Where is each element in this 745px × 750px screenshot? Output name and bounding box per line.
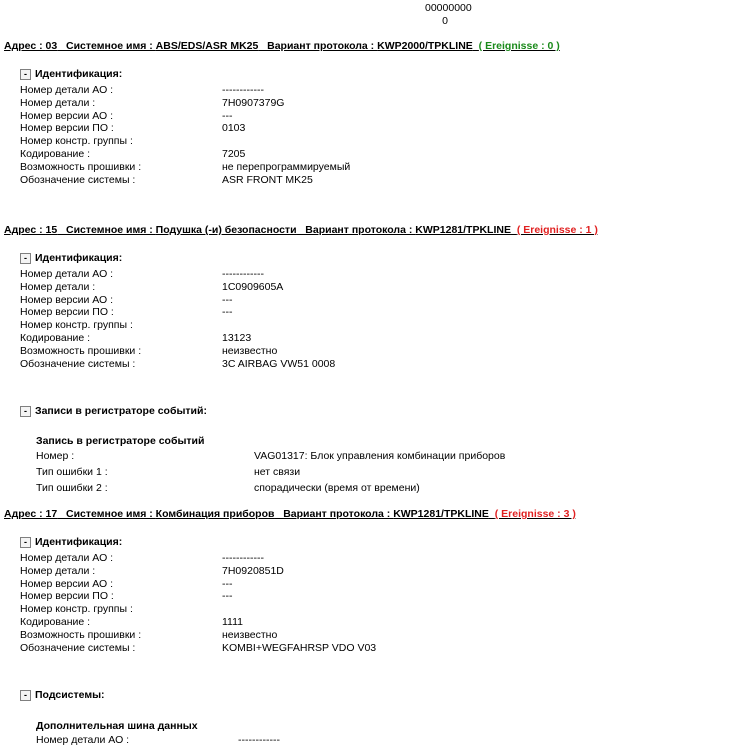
field-value: ---: [222, 109, 233, 122]
field-value: 7H0920851D: [222, 564, 284, 577]
field-value: ---: [222, 590, 233, 603]
collapse-toggle-icon[interactable]: -: [20, 406, 31, 417]
field-label: Номер версии АО :: [20, 293, 114, 306]
events-count: ( Ereignisse : 0 ): [478, 40, 560, 52]
subsystem-row-label: Номер детали АО :: [36, 734, 130, 746]
field-label: Кодирование :: [20, 332, 91, 344]
system-name-value: Комбинация приборов: [155, 508, 275, 520]
field-value: 13123: [222, 332, 252, 344]
field-label: Номер детали АО :: [20, 84, 114, 96]
section-title: Записи в регистраторе событий:: [35, 405, 207, 417]
field-value: ---: [222, 293, 233, 306]
address-value: 03: [45, 40, 58, 52]
collapse-toggle-icon[interactable]: -: [20, 690, 31, 701]
event-row-label: Тип ошибки 1 :: [36, 466, 108, 478]
event-recorder-section[interactable]: [20, 405, 207, 417]
system-name-value: Подушка (-и) безопасности: [155, 224, 297, 236]
field-label: Кодирование :: [20, 616, 91, 628]
event-record-title: Запись в регистраторе событий: [36, 435, 205, 447]
section-title: Подсистемы:: [35, 689, 105, 701]
system-name-label: Системное имя :: [57, 508, 156, 520]
field-label: Номер констр. группы :: [20, 135, 133, 148]
field-label: Обозначение системы :: [20, 173, 136, 186]
event-row-value: VAG01317: Блок управления комбинации приборов: [254, 450, 506, 462]
field-label: Номер констр. группы :: [20, 603, 133, 616]
field-label: Возможность прошивки :: [20, 344, 142, 357]
address-label: Адрес :: [4, 224, 46, 236]
event-row-value: нет связи: [254, 466, 301, 478]
field-label: Номер версии АО :: [20, 109, 114, 122]
module-header-17[interactable]: [4, 508, 576, 520]
system-name-label: Системное имя :: [57, 224, 156, 236]
field-label: Возможность прошивки :: [20, 160, 142, 173]
events-count: ( Ereignisse : 3 ): [494, 508, 576, 520]
field-value: 1111: [222, 616, 244, 628]
field-label: Номер детали :: [20, 96, 96, 109]
events-count: ( Ereignisse : 1 ): [516, 224, 598, 236]
field-label: Номер версии ПО :: [20, 306, 114, 319]
section-title: Идентификация:: [35, 252, 123, 264]
field-label: Номер версии ПО :: [20, 122, 114, 135]
field-value: KOMBI+WEGFAHRSP VDO V03: [222, 641, 377, 654]
address-value: 17: [45, 508, 58, 520]
field-label: Кодирование :: [20, 148, 91, 160]
collapse-toggle-icon[interactable]: -: [20, 253, 31, 264]
event-row-label: Тип ошибки 2 :: [36, 482, 108, 494]
field-label: Номер детали :: [20, 280, 96, 293]
field-label: Обозначение системы :: [20, 641, 136, 654]
field-value: 0103: [222, 122, 246, 135]
field-label: Номер констр. группы :: [20, 319, 133, 332]
field-label: Номер детали :: [20, 564, 96, 577]
subsystems-section[interactable]: [20, 689, 105, 701]
field-label: Номер версии ПО :: [20, 590, 114, 603]
address-value: 15: [45, 224, 58, 236]
field-value: 7205: [222, 148, 246, 160]
field-label: Номер детали АО :: [20, 268, 114, 280]
module-header-15[interactable]: [4, 224, 598, 236]
identification-section-03[interactable]: [20, 68, 122, 80]
system-name-value: ABS/EDS/ASR MK25: [155, 40, 259, 52]
field-value: ASR FRONT MK25: [222, 173, 313, 186]
field-value: ---: [222, 306, 233, 319]
field-value: 3C AIRBAG VW51 0008: [222, 357, 336, 370]
field-value: неизвестно: [222, 344, 278, 357]
section-title: Идентификация:: [35, 68, 123, 80]
subsystem-row-value: ------------: [238, 734, 280, 746]
field-value: неизвестно: [222, 628, 278, 641]
collapse-toggle-icon[interactable]: -: [20, 69, 31, 80]
protocol-label: Вариант протокола :: [296, 224, 416, 236]
field-value: ------------: [222, 268, 264, 280]
protocol-value: KWP1281/TPKLINE: [415, 224, 511, 236]
protocol-label: Вариант протокола :: [274, 508, 394, 520]
subsystem-title: Дополнительная шина данных: [36, 720, 198, 732]
field-label: Номер версии АО :: [20, 577, 114, 590]
system-name-label: Системное имя :: [57, 40, 156, 52]
field-label: Возможность прошивки :: [20, 628, 142, 641]
field-label: Обозначение системы :: [20, 357, 136, 370]
field-value: 1C0909605A: [222, 280, 284, 293]
protocol-value: KWP1281/TPKLINE: [393, 508, 489, 520]
field-value: ------------: [222, 552, 264, 564]
field-value: не перепрограммируемый: [222, 160, 351, 173]
top-code-line2: 0: [442, 15, 448, 27]
field-label: Номер детали АО :: [20, 552, 114, 564]
protocol-value: KWP2000/TPKLINE: [377, 40, 473, 52]
collapse-toggle-icon[interactable]: -: [20, 537, 31, 548]
event-row-value: спорадически (время от времени): [254, 482, 420, 494]
identification-section-17[interactable]: [20, 536, 122, 548]
address-label: Адрес :: [4, 40, 46, 52]
event-row-label: Номер :: [36, 450, 75, 462]
field-value: 7H0907379G: [222, 96, 285, 109]
module-header-03[interactable]: [4, 40, 560, 52]
address-label: Адрес :: [4, 508, 46, 520]
protocol-label: Вариант протокола :: [258, 40, 378, 52]
top-code-line1: 00000000: [425, 2, 472, 14]
field-value: ---: [222, 577, 233, 590]
field-value: ------------: [222, 84, 264, 96]
section-title: Идентификация:: [35, 536, 123, 548]
identification-section-15[interactable]: [20, 252, 122, 264]
